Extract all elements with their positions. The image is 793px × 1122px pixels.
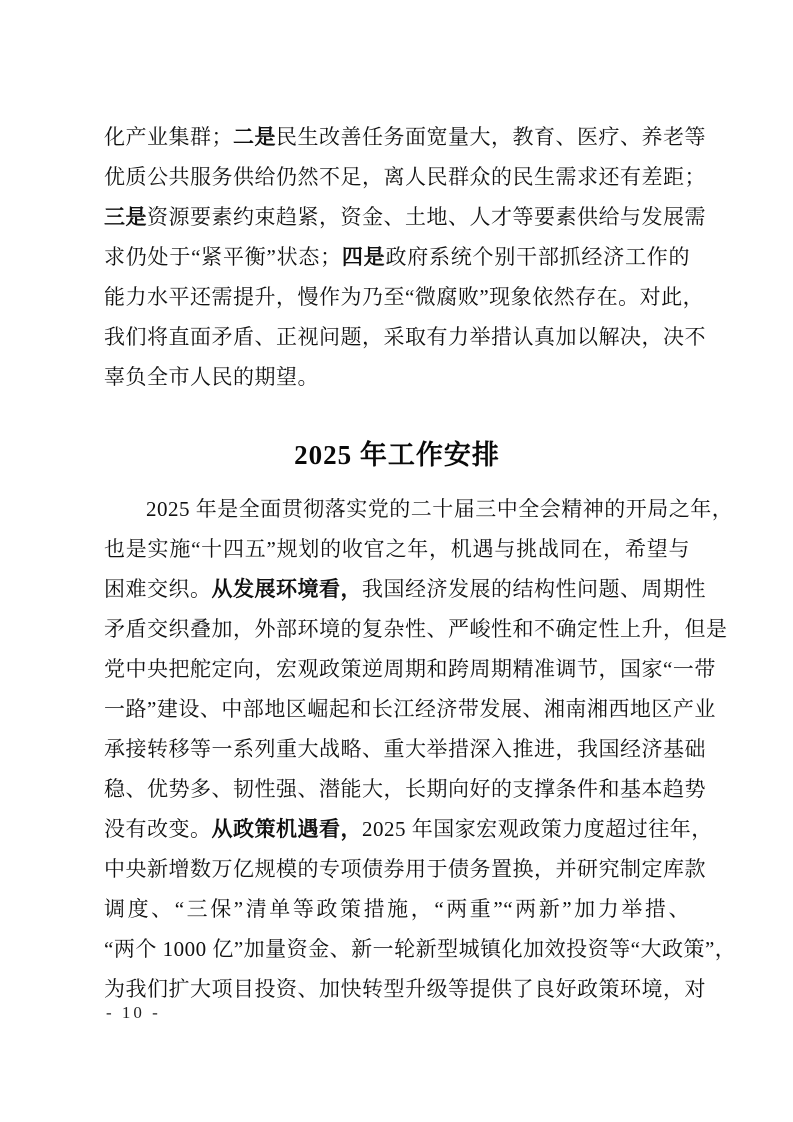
text-line [104,117,706,157]
paragraph-problems-continuation [104,117,706,397]
text-run: 没有改变。 [104,817,212,841]
text-run: 稳、优势多、韧性强、潜能大，长期向好的支撑条件和基本趋势 [104,777,706,801]
text-run: 为我们扩大项目投资、加快转型升级等提供了良好政策环境，对 [104,977,706,1001]
text-line [104,729,706,769]
text-run: 一路”建设、中部地区崛起和长江经济带发展、湘南湘西地区产业 [104,697,716,721]
text-line [104,237,690,277]
text-run: 2025 年国家宏观政策力度超过往年， [362,817,713,841]
text-run: 化产业集群； [104,125,233,149]
paragraph-2025-work-plan [104,489,737,1009]
text-run: 资源要素约束趋紧，资金、土地、人才等要素供给与发展需 [147,205,706,229]
text-run: “两个 1000 亿”加量资金、新一轮新型城镇化加效投资等“大政策”， [104,937,737,961]
text-line [104,357,690,397]
bold-text-run: 四是 [341,245,386,269]
text-line [104,277,705,317]
text-line [104,689,716,729]
text-line [104,929,737,969]
text-run: 政府系统个别干部抓经济工作的 [385,245,691,269]
text-line [104,609,728,649]
text-line [104,889,690,929]
text-line [104,317,706,357]
text-run: 求仍处于“紧平衡”状态； [104,245,342,269]
page-number: - 10 - [106,1003,161,1022]
text-run: 调度、“三保”清单等政策措施，“两重”“两新”加力举措、 [104,897,690,921]
text-run: 民生改善任务面宽量大，教育、医疗、养老等 [276,125,706,149]
text-run: 也是实施“十四五”规划的收官之年，机遇与挑战同在，希望与 [104,537,690,561]
text-run: 辜负全市人民的期望。 [104,365,319,389]
text-line [104,769,706,809]
bold-text-run: 二是 [233,125,276,149]
section-heading: 2025 年工作安排 [294,440,500,470]
text-run: 中央新增数万亿规模的专项债券用于债务置换，并研究制定库款 [104,857,706,881]
text-line [104,809,713,849]
bold-text-run: 从政策机遇看， [211,817,362,841]
text-line [104,529,690,569]
text-run: 优质公共服务供给仍然不足，离人民群众的民生需求还有差距； [104,165,706,189]
text-line [104,489,734,529]
text-run: 能力水平还需提升，慢作为乃至“微腐败”现象依然存在。对此， [104,285,705,309]
text-line [104,157,706,197]
text-run: 矛盾交织叠加，外部环境的复杂性、严峻性和不确定性上升，但是 [104,617,728,641]
text-run: 2025 年是全面贯彻落实党的二十届三中全会精神的开局之年， [146,497,734,521]
bold-text-run: 从发展环境看， [211,577,362,601]
text-run: 我们将直面矛盾、正视问题，采取有力举措认真加以解决，决不 [104,325,706,349]
document-content [104,0,737,1009]
bold-text-run: 三是 [104,205,147,229]
text-run: 党中央把舵定向，宏观政策逆周期和跨周期精准调节，国家“一带 [104,657,716,681]
text-run: 困难交织。 [104,577,212,601]
text-run: 我国经济发展的结构性问题、周期性 [362,577,706,601]
text-run: 承接转移等一系列重大战略、重大举措深入推进，我国经济基础 [104,737,706,761]
text-line [104,649,716,689]
text-line [104,969,706,1009]
text-line [104,197,706,237]
text-line [104,849,706,889]
text-line [104,569,706,609]
